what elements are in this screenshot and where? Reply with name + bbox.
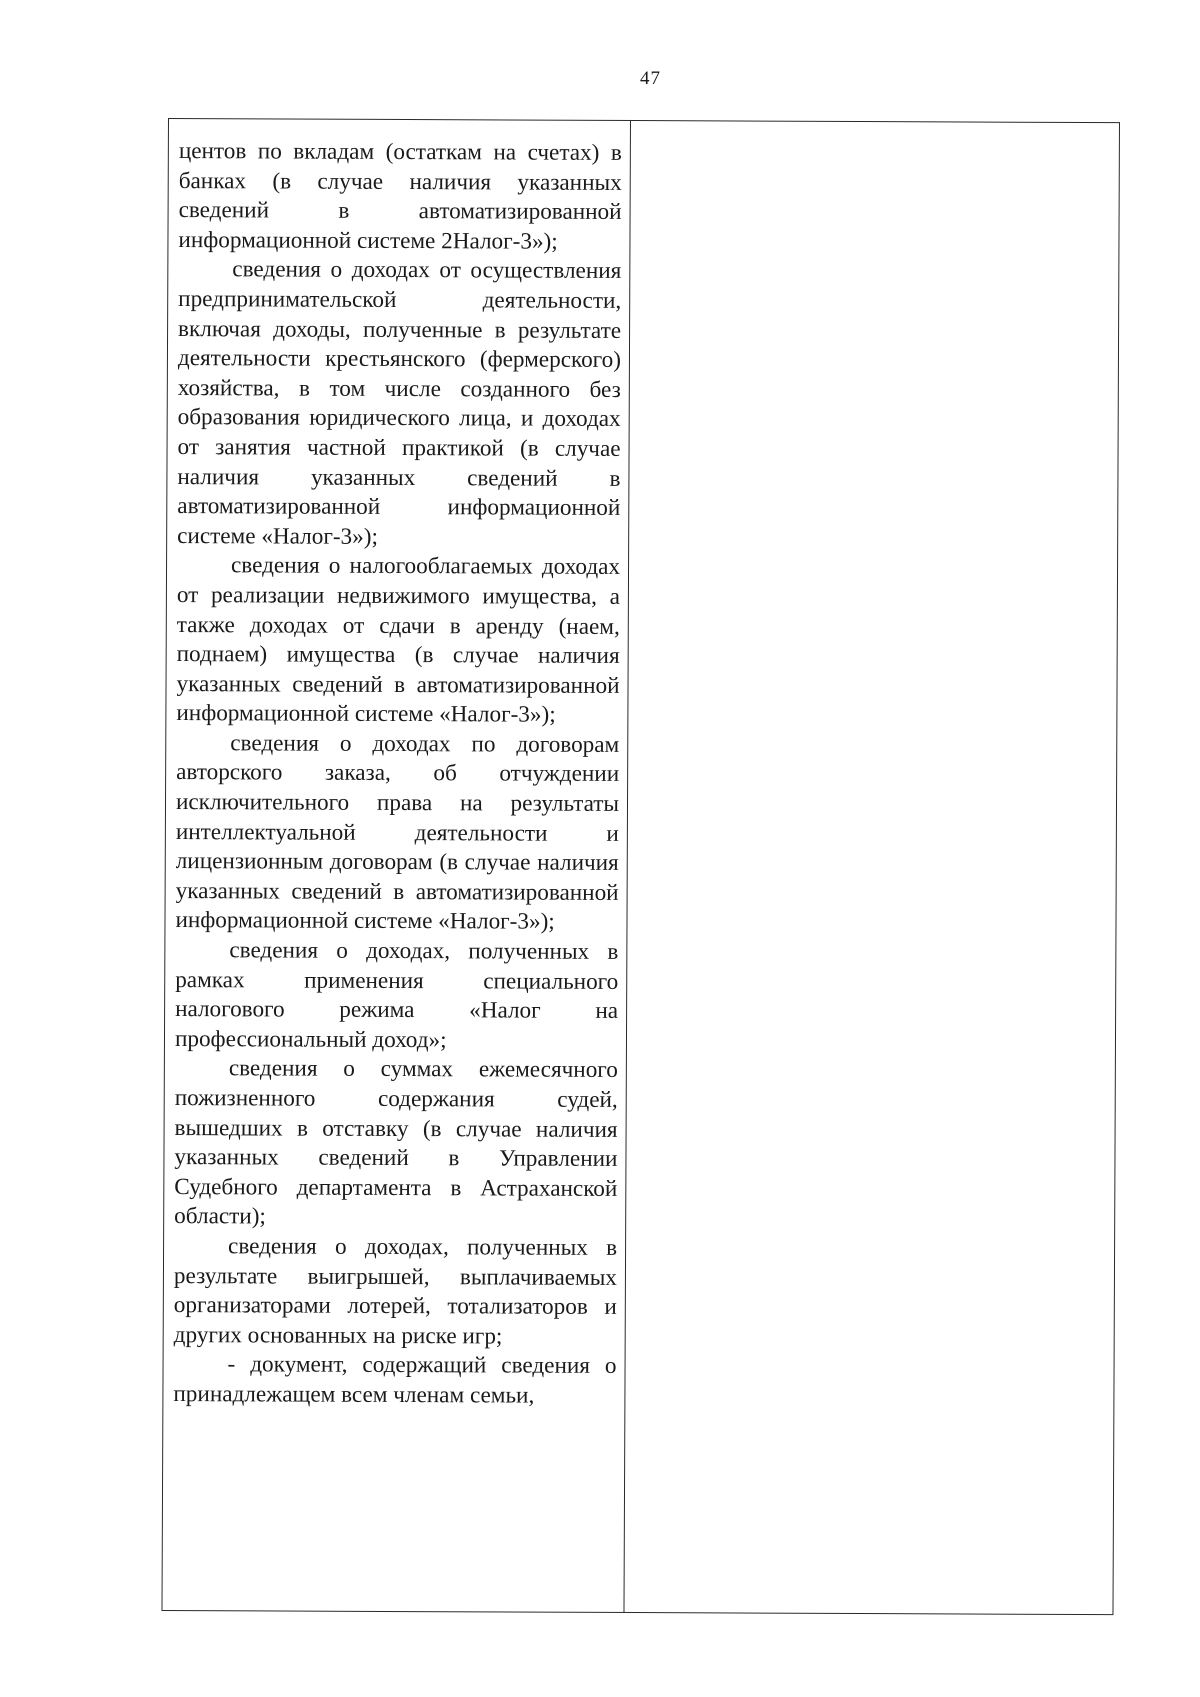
paragraph-professional-income: сведения о доходах, полученных в рамках применения специального налогового режима «Налог на профессиональный доход»;	[174, 937, 619, 1054]
document-table	[161, 118, 1120, 1615]
page-number: 47	[640, 68, 661, 89]
table-cell-left	[162, 119, 631, 1612]
paragraph-copyright-income: сведения о доходах по договорам авторского заказа, об отчуждении исключительного права на результаты интеллектуальной деятельности и лицензионным договорам (в случае наличия указанных сведений в автоматизированной информационной системе «Налог-3»);	[175, 730, 620, 936]
paragraph-lottery-income: сведения о доходах, полученных в результате выигрышей, выплачиваемых организаторами лотерей, тотализаторов и других основанных на риске игр;	[173, 1233, 618, 1350]
table-cell-right	[624, 121, 1119, 1614]
paragraph-real-estate-income: сведения о налогооблагаемых доходах от реализации недвижимого имущества, а также доходах от сдачи в аренду (наем, поднаем) имущества (в случае наличия указанных сведений в автоматизированной информационной системе «Налог-3»);	[176, 552, 621, 728]
paragraph-continuation: центов по вкладам (остаткам на счетах) в банках (в случае наличия указанных сведений в автоматизированной информационной системе 2Налог-3»);	[178, 138, 622, 255]
paragraph-business-income: сведения о доходах от осуществления предпринимательской деятельности, включая доходы, полученные в результате деятельности крестьянского (фермерского) хозяйства, в том числе созданного без образования юридического лица, и доходах от занятия частной практикой (в случае наличия указанных сведений в автоматизированной информационной системе «Налог-3»);	[177, 256, 622, 550]
paragraph-family-property-document: - документ, содержащий сведения о принадлежащем всем членам семьи,	[173, 1351, 617, 1409]
paragraph-judges-allowance: сведения о суммах ежемесячного пожизненного содержания судей, вышедших в отставку (в случае наличия указанных сведений в Управлении Судебного департамента в Астраханской области);	[174, 1055, 618, 1230]
